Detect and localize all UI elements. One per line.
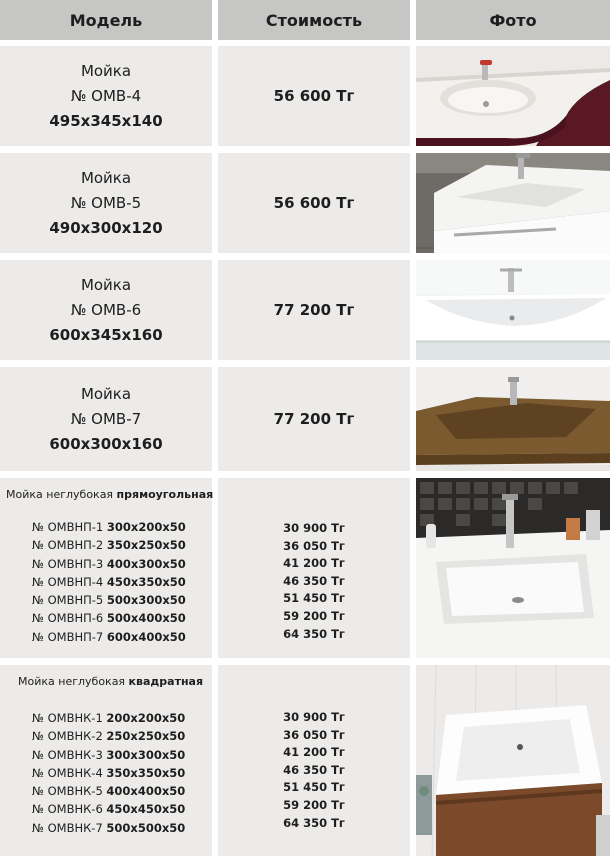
model-number: № ОМВ-6 bbox=[70, 300, 142, 319]
model-name: Мойка bbox=[80, 168, 132, 187]
price-value: 51 450 Тг bbox=[283, 780, 345, 795]
price-value: 56 600 Тг bbox=[273, 194, 355, 212]
list-item: № ОМВНП-6 500х400х50 bbox=[32, 611, 186, 626]
price-value: 41 200 Тг bbox=[283, 556, 345, 571]
group-title-prefix: Мойка неглубокая bbox=[6, 488, 114, 501]
price-value: 77 200 Тг bbox=[273, 301, 355, 319]
list-item: № ОМВНК-7 500х500х50 bbox=[32, 820, 186, 835]
model-name: Мойка bbox=[80, 61, 132, 80]
sink-photo-omv-5 bbox=[416, 153, 610, 253]
square-sinks-list bbox=[32, 709, 185, 837]
header-photo bbox=[416, 0, 610, 40]
price-value: 59 200 Тг bbox=[283, 608, 345, 623]
price-value: 46 350 Тг bbox=[283, 762, 345, 777]
model-size: 490х300х120 bbox=[49, 218, 163, 237]
model-name: Мойка bbox=[80, 275, 132, 294]
list-item: № ОМВНК-2 250х250х50 bbox=[32, 729, 186, 744]
group-title-bold: прямоугольная bbox=[116, 488, 214, 501]
header-model-label: Модель bbox=[69, 10, 143, 30]
list-item: № ОМВНК-5 400х400х50 bbox=[32, 784, 186, 799]
square-sinks-group bbox=[0, 665, 212, 856]
table-row-price-omv-6 bbox=[218, 260, 410, 360]
rect-prices-list bbox=[218, 520, 410, 643]
table-row-model-omv-7 bbox=[0, 367, 212, 471]
price-value: 64 350 Тг bbox=[283, 626, 345, 641]
price-value: 30 900 Тг bbox=[283, 710, 345, 724]
price-value: 56 600 Тг bbox=[273, 87, 355, 105]
sink-photo-square-shallow bbox=[416, 665, 610, 856]
list-item: № ОМВНП-3 400х300х50 bbox=[32, 556, 186, 571]
rect-sinks-group bbox=[0, 478, 212, 658]
square-prices-list bbox=[218, 709, 410, 832]
price-value: 41 200 Тг bbox=[283, 745, 345, 760]
list-item: № ОМВНК-4 350х350х50 bbox=[32, 765, 186, 780]
header-model bbox=[0, 0, 212, 40]
price-value: 36 050 Тг bbox=[283, 727, 345, 742]
rect-sinks-prices bbox=[218, 478, 410, 658]
header-photo-label: Фото bbox=[489, 10, 537, 30]
table-row-model-omv-4 bbox=[0, 46, 212, 146]
price-value: 46 350 Тг bbox=[283, 573, 345, 588]
price-value: 77 200 Тг bbox=[273, 410, 355, 428]
group-title-prefix: Мойка неглубокая bbox=[18, 675, 126, 688]
price-value: 30 900 Тг bbox=[283, 521, 345, 535]
model-size: 600х345х160 bbox=[49, 325, 163, 344]
model-number: № ОМВ-7 bbox=[70, 409, 142, 428]
sink-photo-rect-shallow bbox=[416, 478, 610, 658]
list-item: № ОМВНП-7 600х400х50 bbox=[32, 629, 186, 644]
list-item: № ОМВНК-1 200х200х50 bbox=[32, 711, 186, 725]
list-item: № ОМВНК-6 450х450х50 bbox=[32, 802, 186, 817]
sink-photo-omv-4 bbox=[416, 46, 610, 146]
model-number: № ОМВ-4 bbox=[70, 86, 142, 105]
list-item: № ОМВНК-3 300х300х50 bbox=[32, 747, 186, 762]
model-size: 600х300х160 bbox=[49, 434, 163, 453]
list-item: № ОМВНП-1 300х200х50 bbox=[32, 520, 186, 534]
rect-sinks-list bbox=[32, 518, 186, 646]
price-value: 64 350 Тг bbox=[283, 815, 345, 830]
group-title-bold: квадратная bbox=[128, 675, 204, 688]
model-number: № ОМВ-5 bbox=[70, 193, 142, 212]
header-price bbox=[218, 0, 410, 40]
model-name: Мойка bbox=[80, 384, 132, 403]
square-group-title bbox=[18, 675, 203, 688]
list-item: № ОМВНП-5 500х300х50 bbox=[32, 593, 186, 608]
sink-photo-omv-7 bbox=[416, 367, 610, 471]
price-value: 36 050 Тг bbox=[283, 538, 345, 553]
table-row-price-omv-7 bbox=[218, 367, 410, 471]
list-item: № ОМВНП-4 450х350х50 bbox=[32, 574, 186, 589]
list-item: № ОМВНП-2 350х250х50 bbox=[32, 538, 186, 553]
price-value: 51 450 Тг bbox=[283, 591, 345, 606]
rect-group-title bbox=[6, 488, 213, 501]
price-value: 59 200 Тг bbox=[283, 797, 345, 812]
sink-photo-omv-6 bbox=[416, 260, 610, 360]
table-row-price-omv-5 bbox=[218, 153, 410, 253]
model-size: 495х345х140 bbox=[49, 111, 163, 130]
table-row-price-omv-4 bbox=[218, 46, 410, 146]
square-sinks-prices bbox=[218, 665, 410, 856]
table-row-model-omv-6 bbox=[0, 260, 212, 360]
header-price-label: Стоимость bbox=[265, 10, 363, 30]
table-row-model-omv-5 bbox=[0, 153, 212, 253]
